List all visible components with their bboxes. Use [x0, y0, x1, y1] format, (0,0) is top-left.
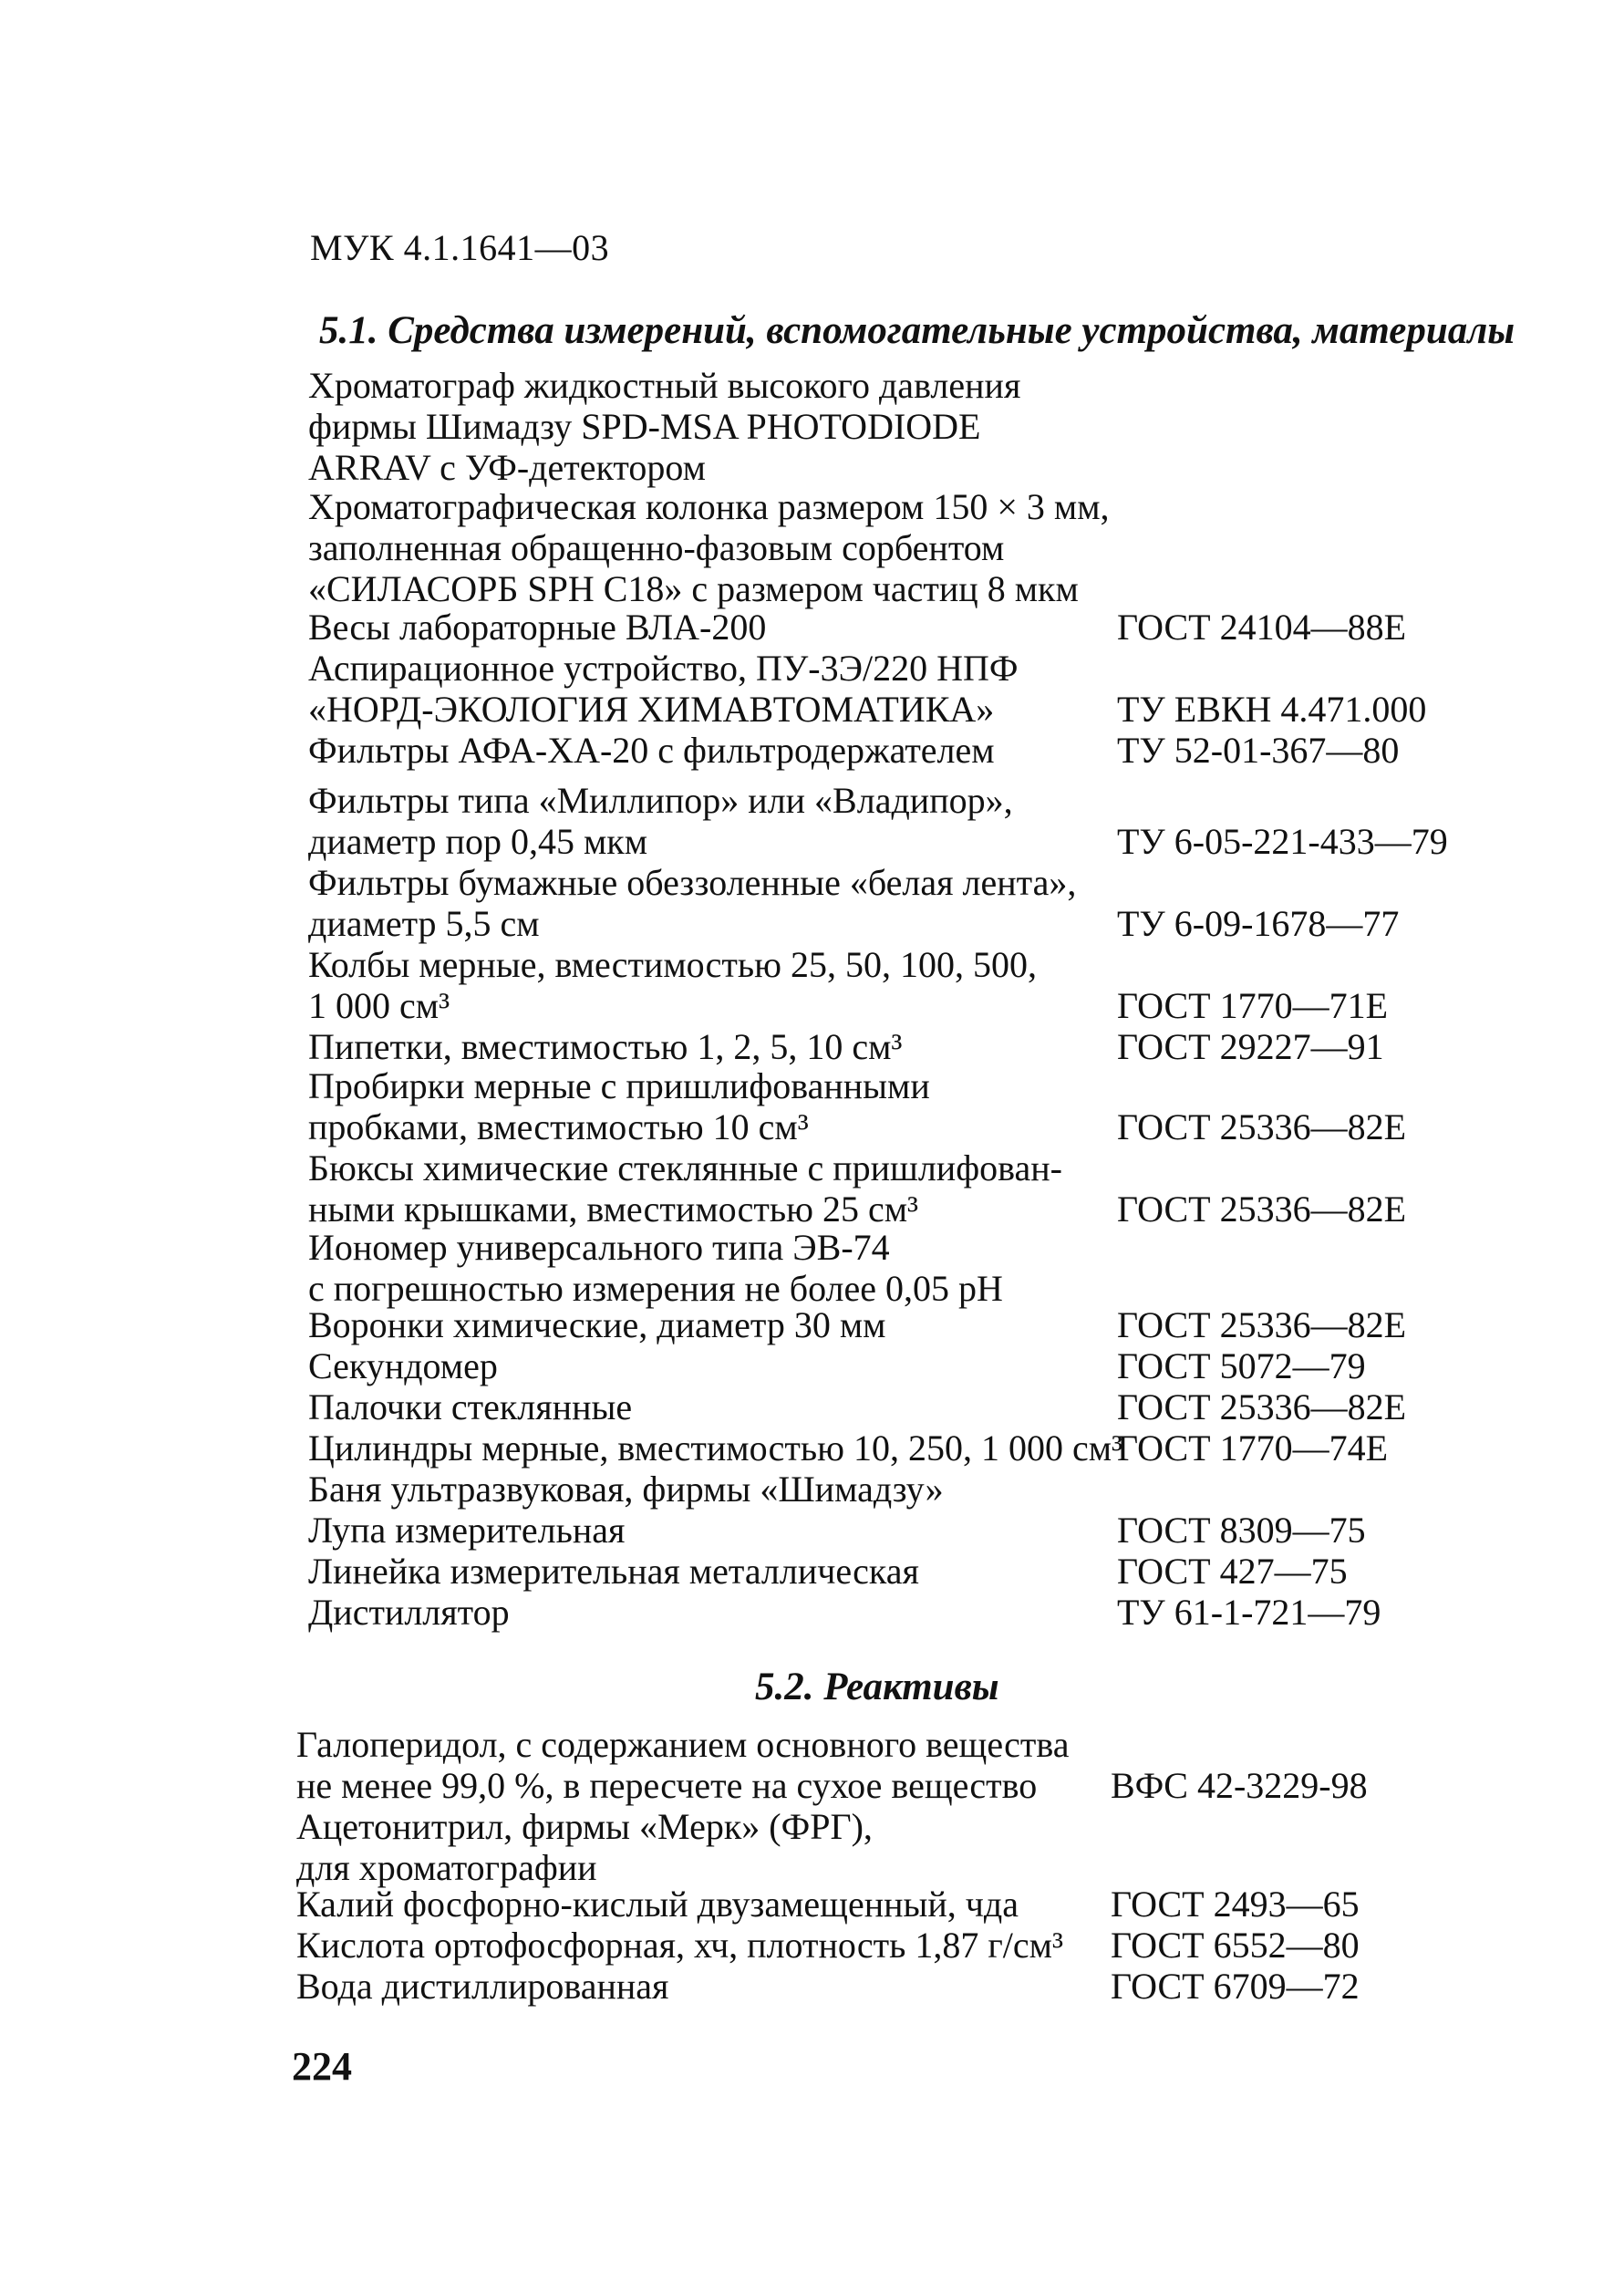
item-standard: ТУ 61-1-721—79 — [1117, 1592, 1381, 1633]
item-standard: ГОСТ 5072—79 — [1117, 1345, 1366, 1386]
document-code: МУК 4.1.1641—03 — [310, 227, 610, 268]
item-name: Ацетонитрил, фирмы «Мерк» (ФРГ), для хроматографии — [296, 1806, 873, 1888]
item-name: Колбы мерные, вместимостью 25, 50, 100, 500, 1 000 см³ — [308, 944, 1038, 1026]
item-name: Фильтры АФА-ХА-20 с фильтродержателем — [308, 730, 995, 771]
item-name: Цилиндры мерные, вместимостью 10, 250, 1 000 см³ — [308, 1427, 1123, 1469]
item-standard: ГОСТ 2493—65 — [1111, 1884, 1360, 1925]
item-name: Палочки стеклянные — [308, 1386, 633, 1427]
item-name: Фильтры типа «Миллипор» или «Владипор», диаметр пор 0,45 мкм — [308, 780, 1013, 862]
item-standard: ГОСТ 427—75 — [1117, 1551, 1348, 1592]
item-standard: ГОСТ 8309—75 — [1117, 1510, 1366, 1551]
item-name: Баня ультразвуковая, фирмы «Шимадзу» — [308, 1469, 944, 1510]
item-name: Аспирационное устройство, ПУ-3Э/220 НПФ «НОРД-ЭКОЛОГИЯ ХИМАВТОМАТИКА» — [308, 648, 1019, 730]
item-standard: ТУ 6-09-1678—77 — [1117, 903, 1400, 944]
item-name: Секундомер — [308, 1345, 498, 1386]
item-standard: ГОСТ 1770—71Е — [1117, 985, 1389, 1026]
item-standard: ГОСТ 25336—82Е — [1117, 1188, 1407, 1230]
item-name: Калий фосфорно-кислый двузамещенный, чда — [296, 1884, 1019, 1925]
item-standard: ГОСТ 25336—82Е — [1117, 1106, 1407, 1147]
item-name: Галоперидол, с содержанием основного вещества не менее 99,0 %, в пересчете на сухое вещество — [296, 1724, 1070, 1806]
item-name: Вода дистиллированная — [296, 1966, 669, 2007]
item-standard: ГОСТ 6552—80 — [1111, 1925, 1360, 1966]
page-number: 224 — [292, 2044, 352, 2089]
section-title-reagents: 5.2. Реактивы — [755, 1666, 999, 1708]
item-name: Весы лабораторные ВЛА-200 — [308, 607, 767, 648]
item-standard: ГОСТ 25336—82Е — [1117, 1386, 1407, 1427]
item-name: Пипетки, вместимостью 1, 2, 5, 10 см³ — [308, 1026, 903, 1067]
item-name: Лупа измерительная — [308, 1510, 626, 1551]
item-name: Бюксы химические стеклянные с пришлифован- ными крышками, вместимостью 25 см³ — [308, 1147, 1062, 1230]
item-name: Хроматографическая колонка размером 150 × 3 мм, заполненная обращенно-фазовым сорбентом «СИЛАСОРБ SPH C18» с размером частиц 8 мкм — [308, 486, 1110, 609]
item-name: Хроматограф жидкостный высокого давления фирмы Шимадзу SPD-MSA PHOTODIODE ARRAV с УФ-детектором — [308, 365, 1021, 488]
item-standard: ГОСТ 24104—88Е — [1117, 607, 1407, 648]
item-standard: ГОСТ 1770—74Е — [1117, 1427, 1389, 1469]
section-title-instruments: 5.1. Средства измерений, вспомогательные устройства, материалы — [319, 309, 1515, 352]
item-standard: ГОСТ 25336—82Е — [1117, 1304, 1407, 1345]
item-name: Кислота ортофосфорная, хч, плотность 1,87 г/см³ — [296, 1925, 1063, 1966]
item-standard: ТУ 52-01-367—80 — [1117, 730, 1400, 771]
item-name: Линейка измерительная металлическая — [308, 1551, 919, 1592]
item-name: Воронки химические, диаметр 30 мм — [308, 1304, 886, 1345]
item-name: Иономер универсального типа ЭВ-74 с погрешностью измерения не более 0,05 pH — [308, 1227, 1003, 1309]
item-standard: ГОСТ 6709—72 — [1111, 1966, 1360, 2007]
item-standard: ГОСТ 29227—91 — [1117, 1026, 1384, 1067]
item-standard: ВФС 42-3229-98 — [1111, 1765, 1368, 1806]
item-name: Дистиллятор — [308, 1592, 510, 1633]
item-standard: ТУ ЕВКН 4.471.000 — [1117, 689, 1427, 730]
item-name: Пробирки мерные с пришлифованными пробками, вместимостью 10 см³ — [308, 1065, 930, 1147]
item-name: Фильтры бумажные обеззоленные «белая лента», диаметр 5,5 см — [308, 862, 1077, 944]
item-standard: ТУ 6-05-221-433—79 — [1117, 821, 1448, 862]
